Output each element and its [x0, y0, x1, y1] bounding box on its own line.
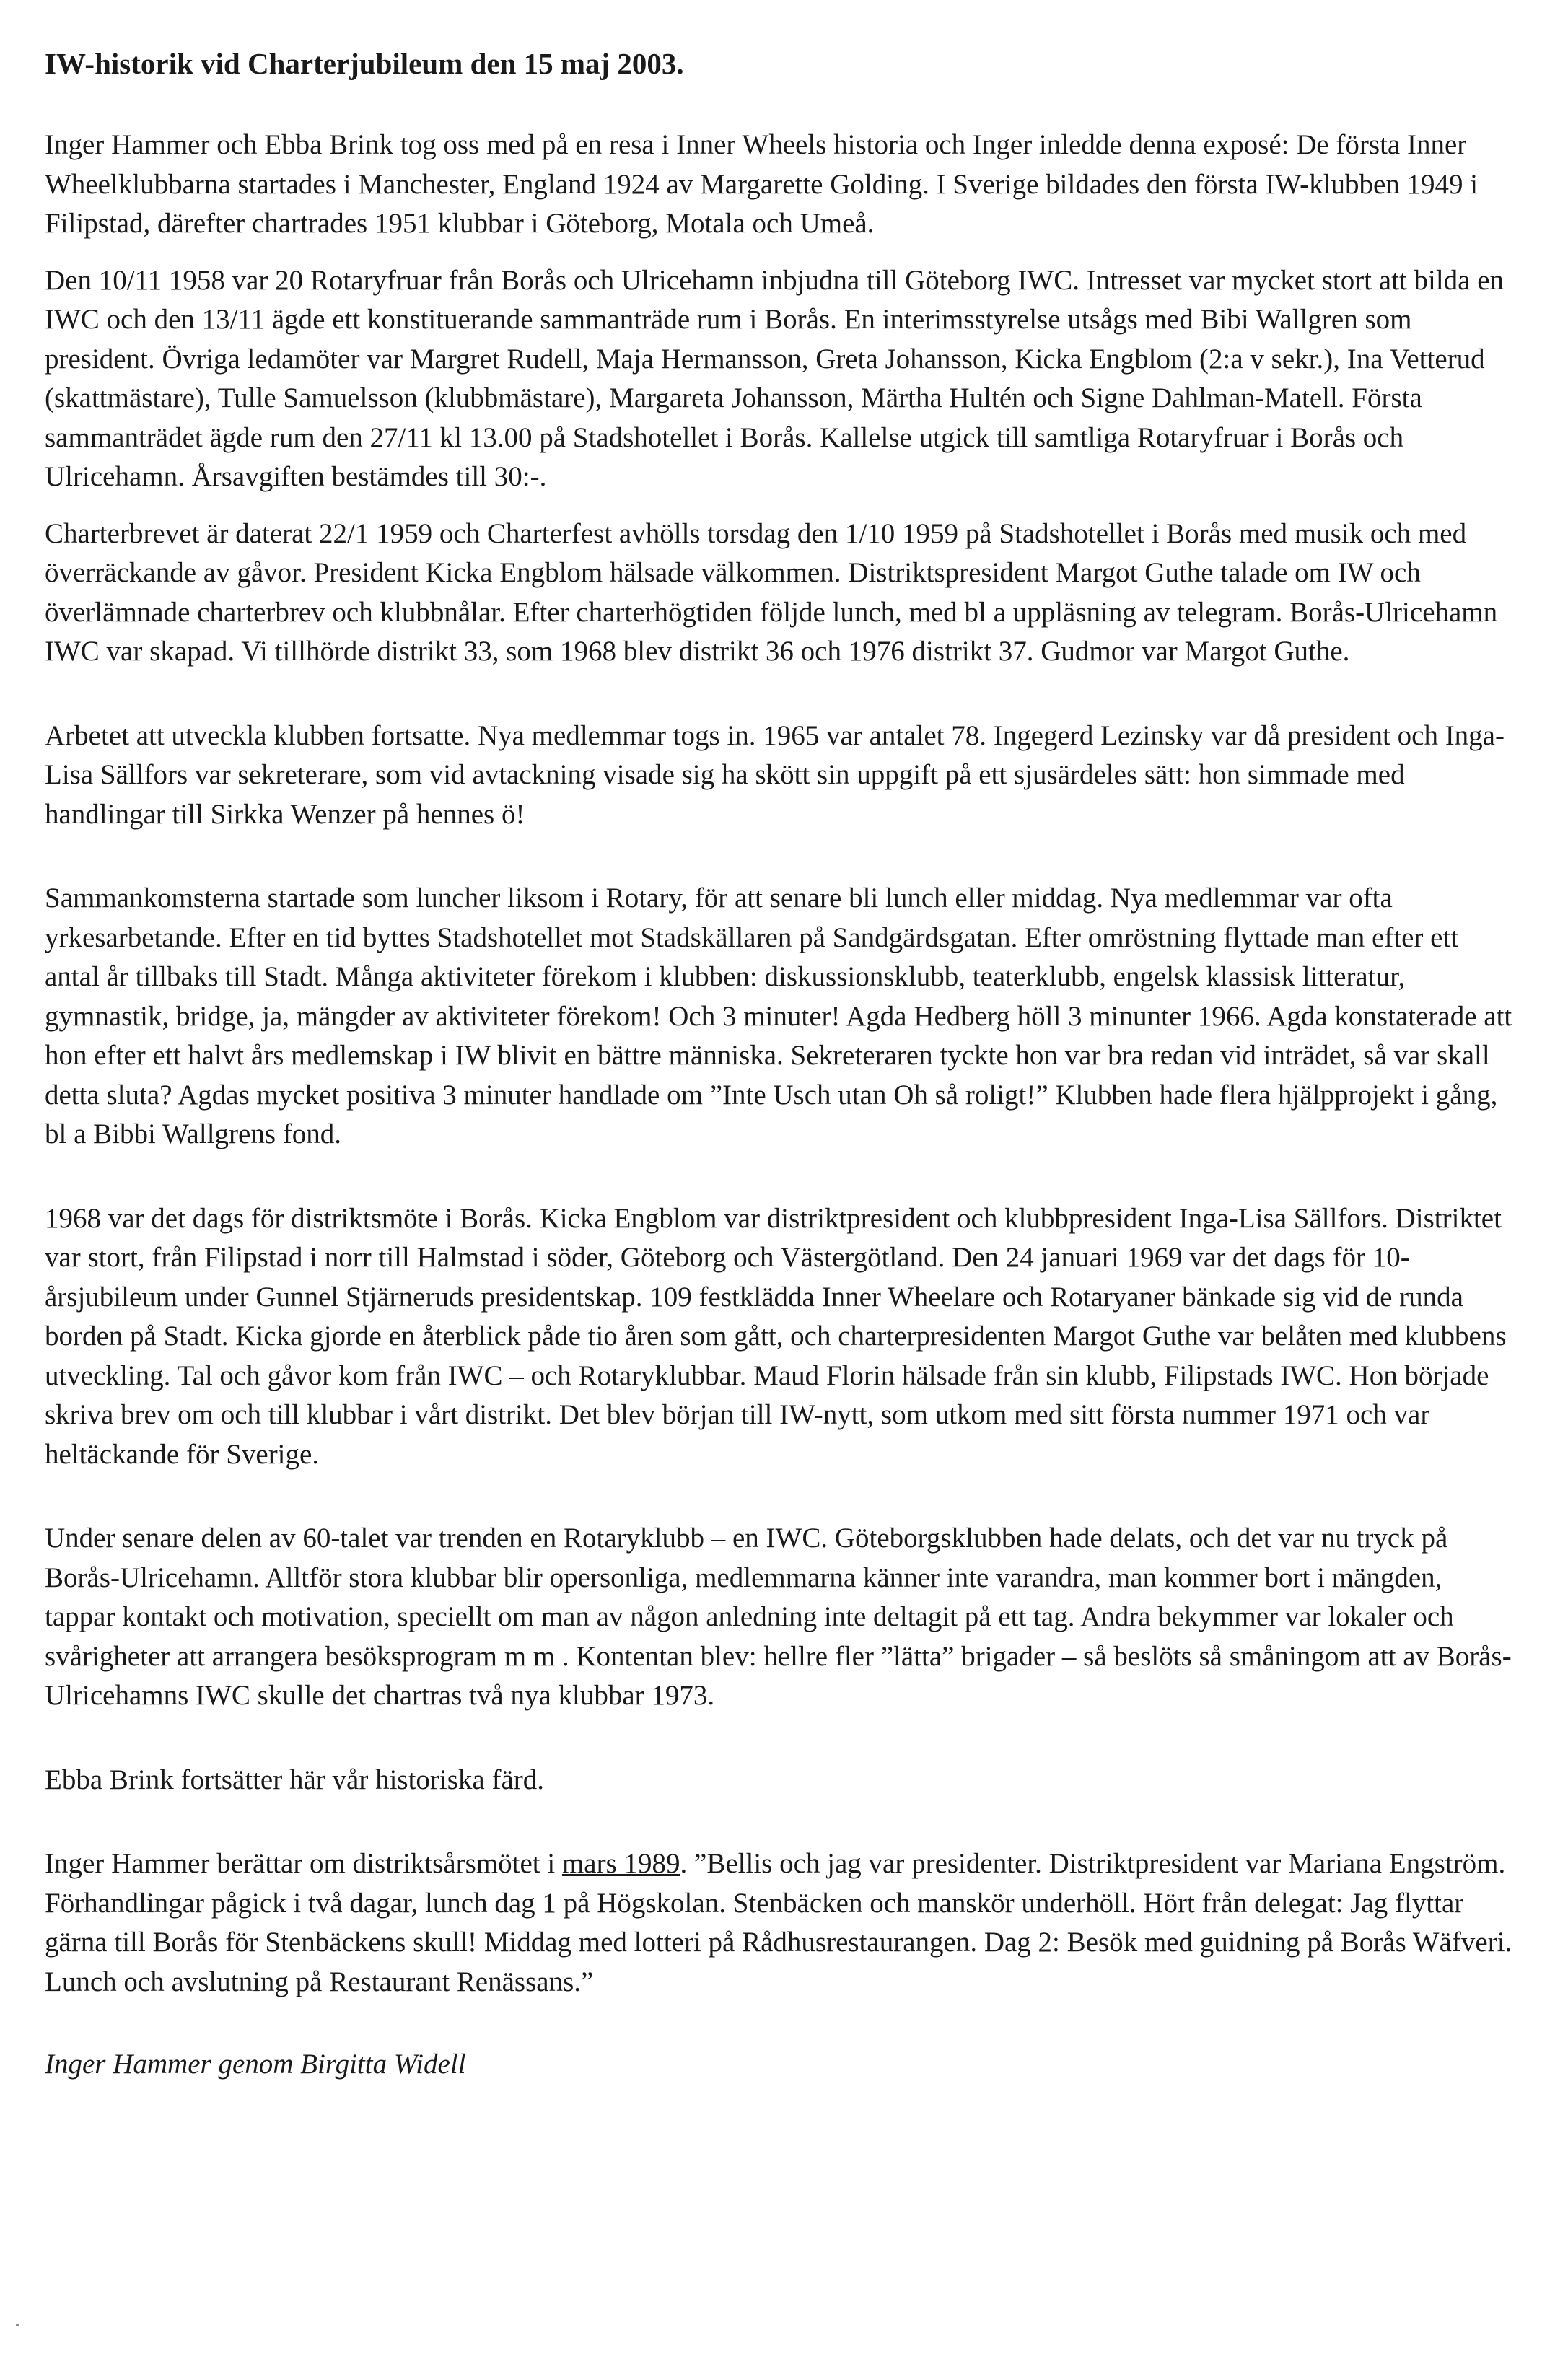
paragraph-new-clubs: Under senare delen av 60-talet var trenden en Rotaryklubb – en IWC. Göteborgsklubben hade delats, och det var nu tryck på Borås-Ulricehamn. Alltför stora klubbar blir opersonliga, medlemmarna känner inte varandra, man kommer bort i mängden, tappar kontakt och motivation, speciellt om man av någon anledning inte deltagit på ett tag. Andra bekymmer var lokaler och svårigheter att arrangera besöksprogram m m . Kontentan blev: hellre fler ”lätta” brigader – så beslöts så småningom att av Borås-Ulricehamns IWC skulle det chartras två nya klubbar 1973. — [45, 1523, 1512, 1711]
document-body — [45, 45, 1517, 2084]
paragraph-charter: Charterbrevet är daterat 22/1 1959 och Charterfest avhölls torsdag den 1/10 1959 på Stadshotellet i Borås med musik och med överräckande av gåvor. President Kicka Engblom hälsade välkommen. Distriktspresident Margot Guthe talade om IW och överlämnade charterbrev och klubbnålar. Efter charterhögtiden följde lunch, med bl a uppläsning av telegram. Borås-Ulricehamn IWC var skapad. Vi tillhörde distrikt 33, som 1968 blev distrikt 36 och 1976 distrikt 37. Gudmor var Margot Guthe. — [45, 517, 1498, 667]
paragraph-continuation: Ebba Brink fortsätter här vår historiska färd. — [45, 1764, 545, 1795]
scan-speck — [16, 2324, 19, 2326]
signature: Inger Hammer genom Birgitta Widell — [45, 2049, 466, 2080]
paragraph-district-annual-meeting — [45, 1844, 1517, 2002]
paragraph-development: Arbetet att utveckla klubben fortsatte. Nya medlemmar togs in. 1965 var antalet 78. Ingegerd Lezinsky var då president och Inga-Lisa Sällfors var sekreterare, som vid avtackning visade sig ha skött sin uppgift på ett sjusärdeles sätt: hon simmade med handlingar till Sirkka Wenzer på hennes ö! — [45, 719, 1505, 830]
paragraph-text-after: . ”Bellis och jag var presidenter. Distriktpresident var Mariana Engström. Förhandlingar pågick i två dagar, lunch dag 1 på Högskolan. Stenbäcken och manskör underhöll. Hört från delegat: Jag flyttar gärna till Borås för Stenbäckens skull! Middag med lotteri på Rådhusrestaurangen. Dag 2: Besök med guidning på Borås Wäfveri. Lunch och avslutning på Restaurant Renässans.” — [45, 1848, 1512, 1997]
paragraph-district-meeting: 1968 var det dags för distriktsmöte i Borås. Kicka Engblom var distriktpresident och klubbpresident Inga-Lisa Sällfors. Distriktet var stort, från Filipstad i norr till Halmstad i söder, Göteborg och Västergötland. Den 24 januari 1969 var det dags för 10-årsjubileum under Gunnel Stjärneruds presidentskap. 109 festklädda Inner Wheelare och Rotaryaner bänkade sig vid de runda borden på Stadt. Kicka gjorde en återblick påde tio åren som gått, och charterpresidenten Margot Guthe var belåten med klubbens utveckling. Tal och gåvor kom från IWC – och Rotaryklubbar. Maud Florin hälsade från sin klubb, Filipstads IWC. Hon började skriva brev om och till klubbar i vårt distrikt. Det blev början till IW-nytt, som utkom med sitt första nummer 1971 och var heltäckande för Sverige. — [45, 1202, 1507, 1470]
document-title: IW-historik vid Charterjubileum den 15 maj 2003. — [45, 47, 684, 80]
paragraph-intro: Inger Hammer och Ebba Brink tog oss med på en resa i Inner Wheels historia och Inger inledde denna exposé: De första Inner Wheelklubbarna startades i Manchester, England 1924 av Margarette Golding. I Sverige bildades den första IW-klubben 1949 i Filipstad, därefter chartrades 1951 klubbar i Göteborg, Motala och Umeå. — [45, 129, 1479, 239]
paragraph-founding: Den 10/11 1958 var 20 Rotaryfruar från Borås och Ulricehamn inbjudna till Göteborg IWC. Intresset var mycket stort att bilda en IWC och den 13/11 ägde ett konstituerande sammanträde rum i Borås. En interimsstyrelse utsågs med Bibi Wallgren som president. Övriga ledamöter var Margret Rudell, Maja Hermansson, Greta Johansson, Kicka Engblom (2:a v sekr.), Ina Vetterud (skattmästare), Tulle Samuelsson (klubbmästare), Margareta Johansson, Märtha Hultén och Signe Dahlman-Matell. Första sammanträdet ägde rum den 27/11 kl 13.00 på Stadshotellet i Borås. Kallelse utgick till samtliga Rotaryfruar i Borås och Ulricehamn. Årsavgiften bestämdes till 30:-. — [45, 264, 1505, 492]
paragraph-text-before: Inger Hammer berättar om distriktsårsmötet i — [45, 1848, 562, 1879]
paragraph-meetings: Sammankomsterna startade som luncher liksom i Rotary, för att senare bli lunch eller middag. Nya medlemmar var ofta yrkesarbetande. Efter en tid byttes Stadshotellet mot Stadskällaren på Sandgärdsgatan. Efter omröstning flyttade man efter ett antal år tillbaks till Stadt. Många aktiviteter förekom i klubben: diskussionsklubb, teaterklubb, engelsk klassisk litteratur, gymnastik, bridge, ja, mängder av aktiviteter förekom! Och 3 minuter! Agda Hedberg höll 3 minunter 1966. Agda konstaterade att hon efter ett halvt års medlemskap i IW blivit en bättre människa. Sekreteraren tyckte hon var bra redan vid inträdet, så var skall detta sluta? Agdas mycket positiva 3 minuter handlade om ”Inte Usch utan Oh så roligt!” Klubben hade flera hjälpprojekt i gång, bl a Bibbi Wallgrens fond. — [45, 883, 1512, 1149]
underlined-date: mars 1989 — [561, 1848, 680, 1879]
